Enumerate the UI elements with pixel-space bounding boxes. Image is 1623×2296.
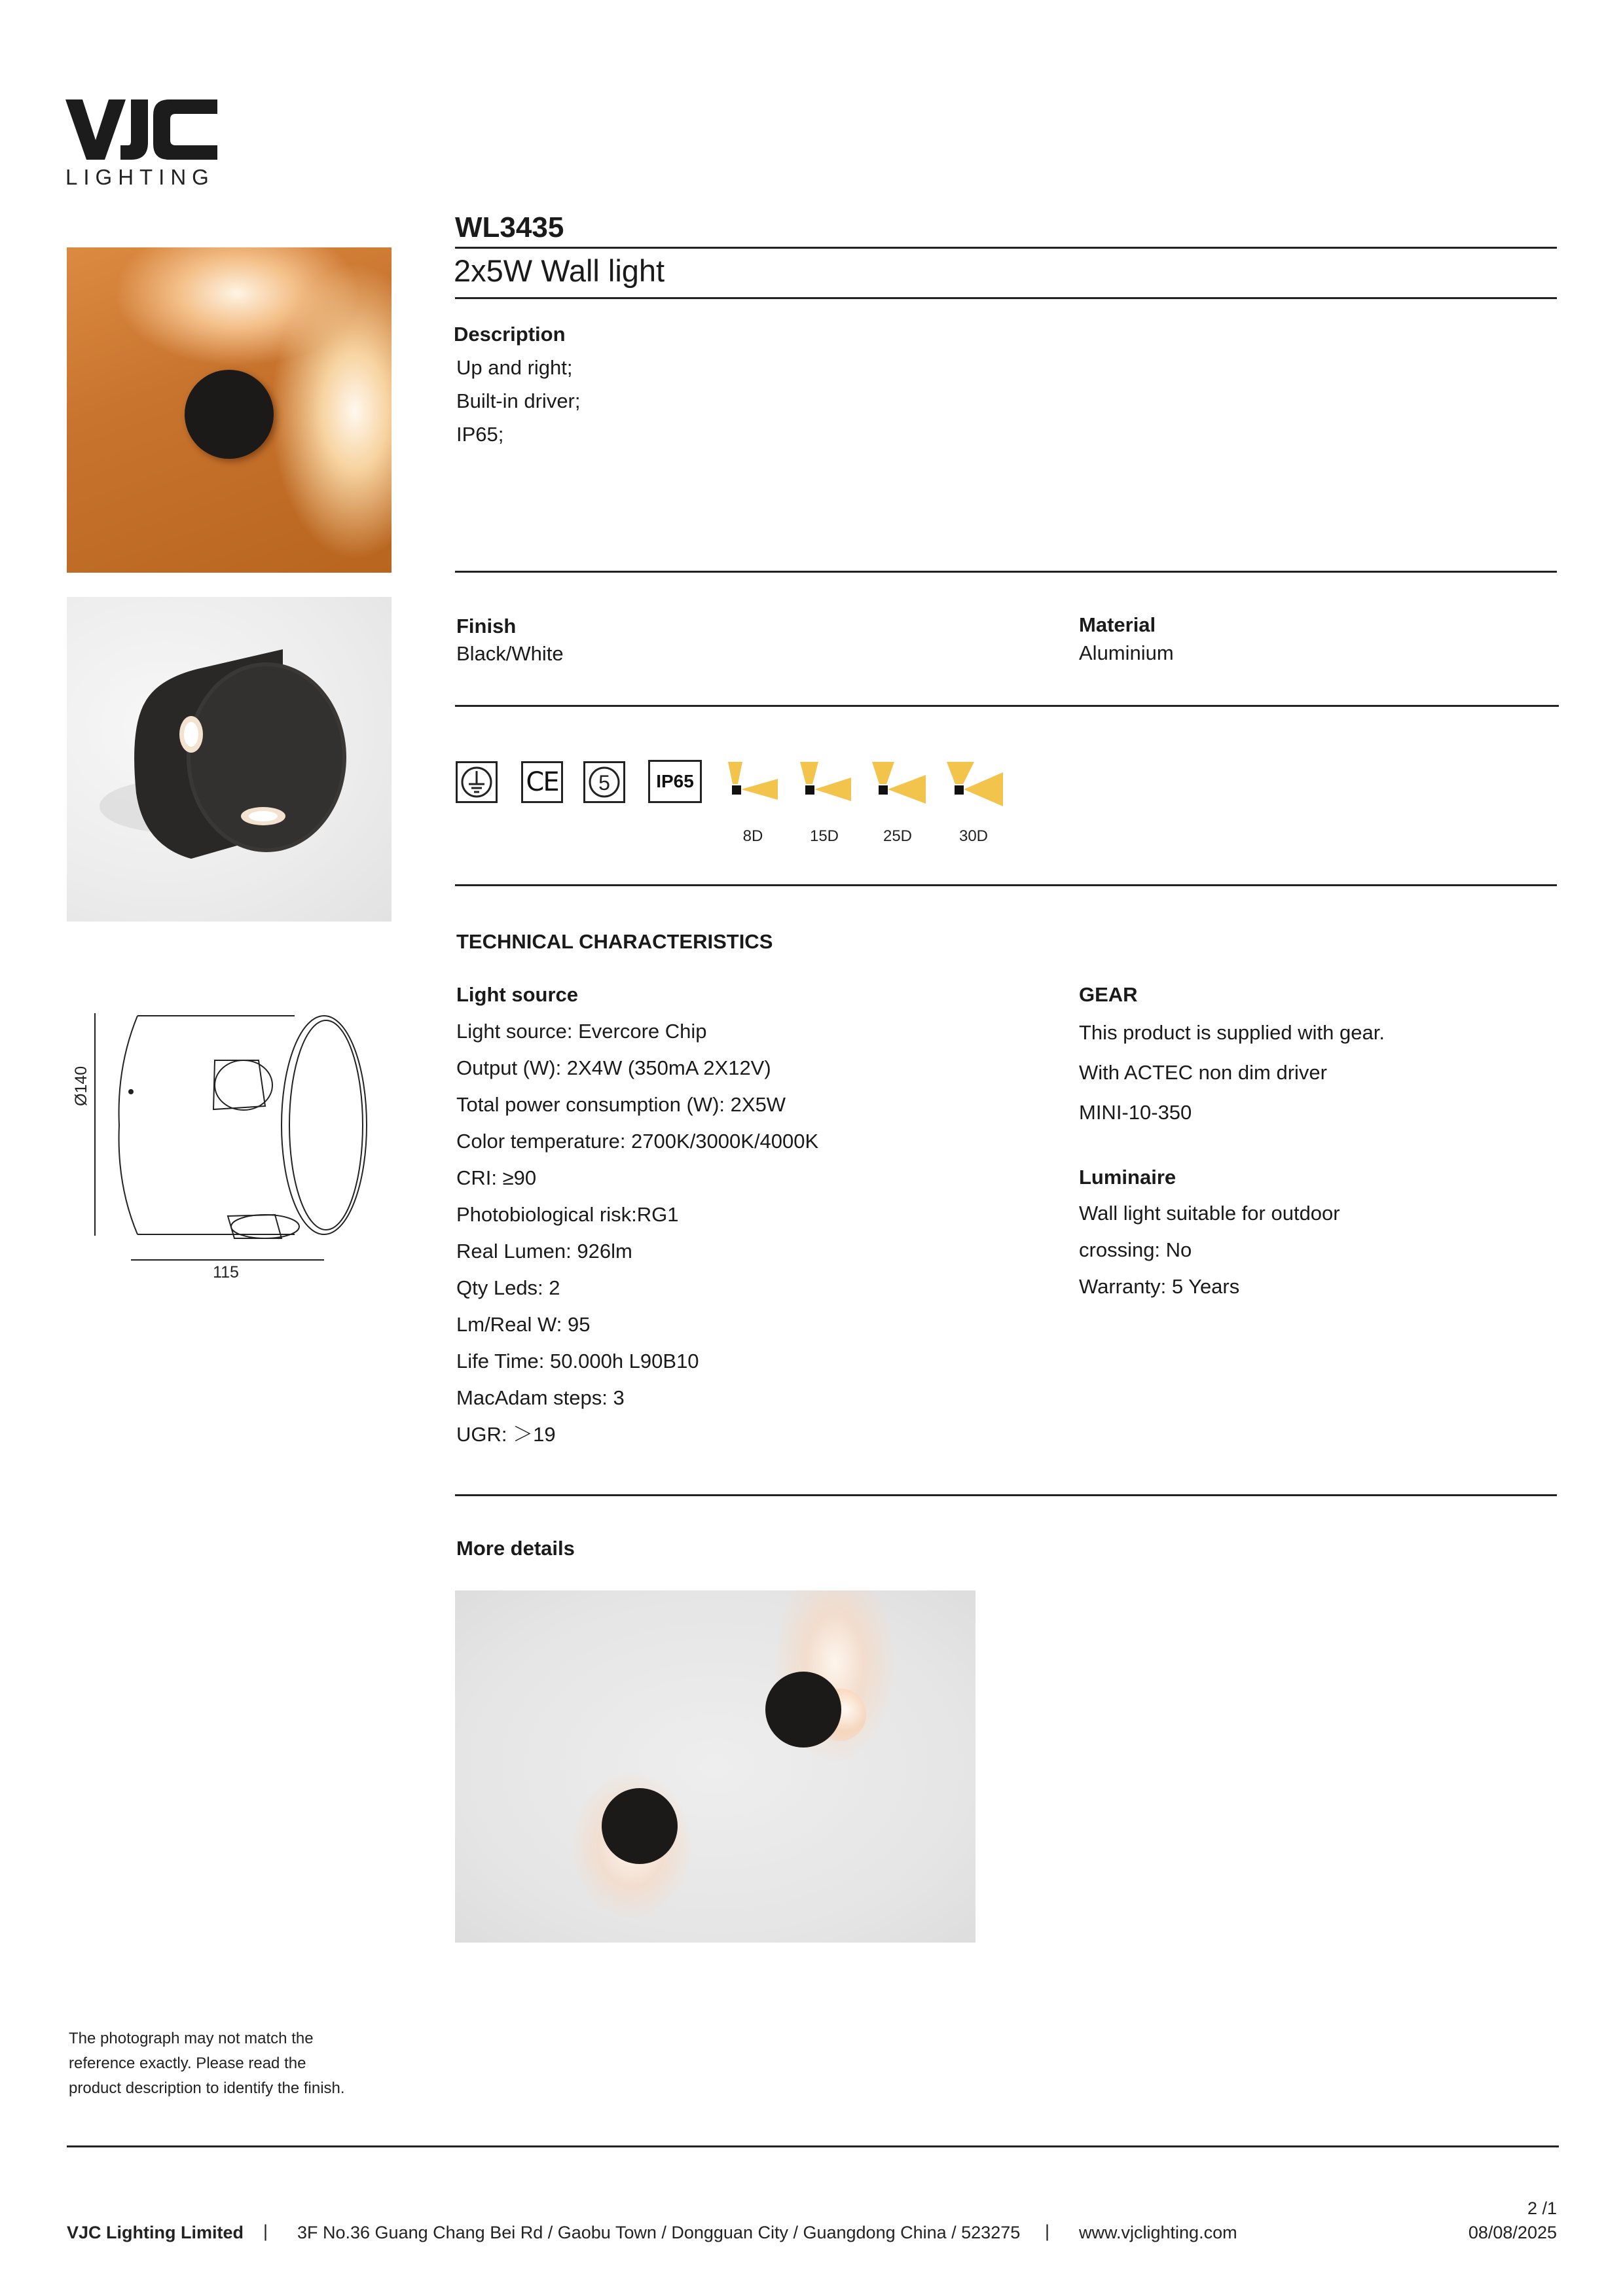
technical-drawing [65,995,380,1289]
product-photo-lit [67,247,392,573]
description-line: Built-in driver; [456,389,581,412]
spec-line: Photobiological risk:RG1 [456,1203,679,1226]
lamp-disc [185,370,274,459]
spec-line: Total power consumption (W): 2X5W [456,1093,786,1116]
luminaire-line: Wall light suitable for outdoor [1079,1202,1340,1225]
vjc-logo-mark [65,99,217,160]
spec-line: Lm/Real W: 95 [456,1313,591,1336]
light-source-heading: Light source [456,983,579,1006]
luminaire-heading: Luminaire [1079,1166,1176,1189]
material-heading: Material [1079,613,1156,636]
footer-address: 3F No.36 Guang Chang Bei Rd / Gaobu Town / Dongguan City / Guangdong China / 523275 [297,2223,1021,2242]
beam-30d-icon [947,762,1003,806]
beam-label: 8D [742,827,763,845]
luminaire-line: crossing: No [1079,1238,1192,1261]
lamp-disc [602,1788,678,1864]
beam-25d-icon [872,762,926,804]
disclaimer-line: The photograph may not match the [69,2030,314,2047]
technical-heading: TECHNICAL CHARACTERISTICS [456,930,773,953]
finish-heading: Finish [456,615,517,637]
beam-angle-icons [727,759,1008,818]
lamp-3d-render [67,597,392,922]
ip65-badge: IP65 [648,760,702,803]
product-name: 2x5W Wall light [454,253,665,288]
spec-line: UGR: ＞19 [456,1423,556,1446]
footer-page-number: 2 /1 [1527,2198,1557,2218]
description-line: IP65; [456,423,504,446]
spec-line: Qty Leds: 2 [456,1276,560,1299]
spec-line: Light source: Evercore Chip [456,1020,707,1043]
logo-subtext: LIGHTING [65,165,215,189]
beam-label: 25D [883,827,913,845]
footer-company: VJC Lighting Limited [67,2223,244,2242]
spec-line: Real Lumen: 926lm [456,1240,632,1263]
luminaire-line: Warranty: 5 Years [1079,1275,1240,1298]
product-photo-angle [67,597,392,922]
divider [455,1494,1557,1496]
more-details-heading: More details [456,1537,575,1560]
height-dimension-label: Ø140 [72,1066,90,1106]
gear-heading: GEAR [1079,983,1138,1006]
spec-line: CRI: ≥90 [456,1166,537,1189]
divider [455,884,1557,886]
footer-website-link[interactable]: www.vjclighting.com [1079,2223,1237,2242]
beam-label: 30D [958,827,989,845]
beam-8d-icon [728,762,778,800]
description-heading: Description [454,323,566,346]
disclaimer-line: product description to identify the finish. [69,2079,345,2097]
footer-separator: | [1045,2221,1050,2241]
width-dimension-label: 115 [213,1263,239,1282]
product-code: WL3435 [455,211,564,243]
lamp-disc [765,1672,841,1748]
gear-line: This product is supplied with gear. [1079,1021,1385,1044]
photo-disclaimer [69,2026,345,2101]
disclaimer-line: reference exactly. Please read the [69,2054,306,2072]
five-year-warranty-icon [583,761,625,803]
spec-line: Life Time: 50.000h L90B10 [456,1350,699,1372]
footer-divider [67,2145,1559,2147]
divider [455,297,1557,299]
spec-line: MacAdam steps: 3 [456,1386,625,1409]
detail-photo [455,1590,976,1943]
warranty-digit: 5 [598,771,610,795]
divider [455,571,1557,573]
beam-15d-icon [800,762,851,801]
spec-line: Color temperature: 2700K/3000K/4000K [456,1130,819,1153]
footer-separator: | [263,2221,268,2241]
footer-date: 08/08/2025 [1468,2223,1557,2242]
description-line: Up and right; [456,356,573,379]
finish-value: Black/White [456,642,564,665]
ce-mark-icon: CE [521,761,563,803]
beam-label: 15D [809,827,839,845]
divider [455,705,1559,707]
gear-line: MINI-10-350 [1079,1101,1192,1124]
gear-line: With ACTEC non dim driver [1079,1061,1327,1084]
material-value: Aluminium [1079,641,1174,664]
spec-line: Output (W): 2X4W (350mA 2X12V) [456,1056,771,1079]
divider [455,247,1557,249]
class-1-earth-icon [456,761,498,803]
